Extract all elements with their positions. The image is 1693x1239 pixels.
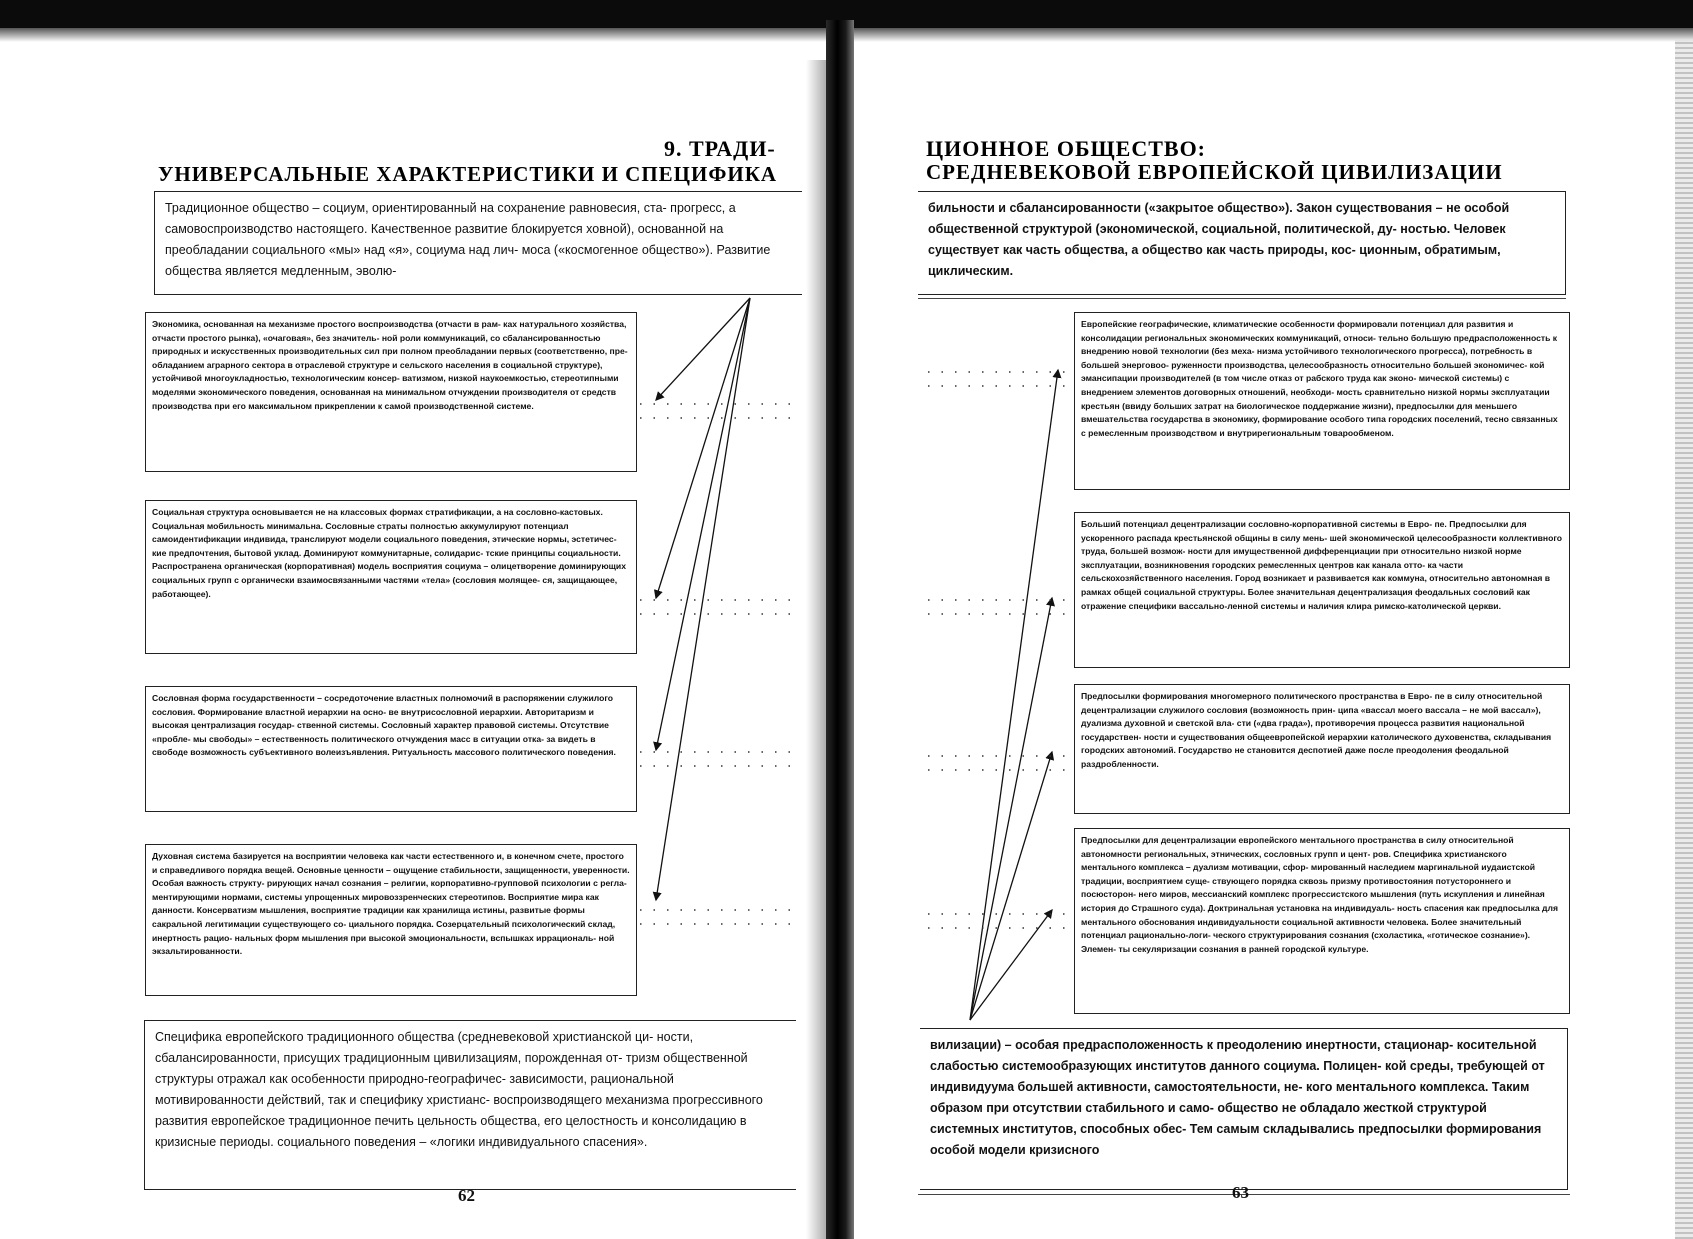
right-title-line1: ЦИОННОЕ ОБЩЕСТВО: <box>926 136 1207 161</box>
arrow-to-state <box>656 298 750 750</box>
right-box-mental-text: Предпосылки для децентрализации европейского ментального пространства в силу относительной автономности региональных, этнических, сословных групп и цент- ров. Специфика христианского ментального комплекса – дуализм мотивации, сфор- мированный наследием маргинальной иудаистской традиции, восприятием суще- ствующего порядка сквозь призму противостояния потустороннего и посюсторон- него миров, мессианский комплекс прогрессистского мышления (путь искупления и линейная история до Страшного суда). Доктринальная установка на индивидуаль- ность спасения как предпосылка для ментального обоснования индивидуальности социальной активности человека. Более значительный потенциал рационально-логи- ческого структурирования сознания (схоластика, «готическое сознание»). Элемен- ты секуляризации сознания в ранней городской культуре. <box>1081 835 1558 954</box>
left-conclusion-text: Специфика европейского традиционного общества (средневековой христианской ци- ности, сбалансированности, присущих традиционным цивилизациям, порожденная от- тризм общественной структуры отражал как особенности природно-географичес- зависимости, рациональной мотивированности действий, так и специфику христианс- воспроизводящего механизма прогрессивного развития европейское традиционное печить цельность общества, его целостность и консолидацию в кризисные периоды. социального поведения – «логики индивидуального спасения». <box>155 1030 763 1149</box>
right-conclusion-text: вилизации) – особая предрасположенность к преодолению инертности, стационар- косительной слабостью системообразующих институтов данного социума. Полицен- кой среды, требующей от индивидуума большей активности, самостоятельности, не- кого ментального комплекса. Таким образом при отсутствии стабильного и само- общество не обладало жесткой структурой системных институтов, способных обес- Тем самым складывались предпосылки формирования особой модели кризисного <box>930 1038 1545 1157</box>
arrow-to-social <box>656 298 750 598</box>
left-intro-text: Традиционное общество – социум, ориентированный на сохранение равновесия, ста- прогресс, а самовоспроизводство настоящего. Качественное развитие блокируется ховной), основанной на преобладании социального «мы» над «я», социума над лич- моса («космогенное общество»). Развитие общества является медленным, эволю- <box>165 201 771 278</box>
right-box-decentralization-text: Больший потенциал децентрализации сословно-корпоративной системы в Евро- пе. Предпосылки для ускоренного распада крестьянской общины в силу мень- шей экономической целесообразности коллективного труда, большей возмож- ности для имущественной дифференциации при относительно низкой норме эксплуатации, возникновения городских ремесленных центров как канала отто- ка части сельскохозяйственного населения. Город возникает и развивается как коммуна, относительно автономная в рамках общей социальной структуры. Более значительная децентрализация феодальных сословий как отражение специфики вассально-ленной системы и наличия клира римско-католической церкви. <box>1081 519 1563 611</box>
left-box-spiritual-text: Духовная система базируется на восприятии человека как части естественного и, в конечном счете, простого и справедливого порядка вещей. Основные ценности – ощущение стабильности, защищенности, уверенности. Особая важность структу- рирующих начал сознания – религии, корпоративно-групповой психологии с регла- ментирующими нормами, системы упрощенных мировоззренческих стереотипов. Восприятие мира как данности. Консерватизм мышления, восприятие традиции как хранилища истины, развитые формы сакральной легитимации существующего со- циального порядка. Созерцательный психологический склад, инертность рацио- нальных форм мышления при высокой эмоциональности, вспышках иррациональ- ной экзальтированности. <box>152 851 630 957</box>
arrow-to-decentralization <box>970 598 1052 1020</box>
page-number-right: 63 <box>1232 1183 1249 1202</box>
arrow-to-geography <box>970 370 1058 1020</box>
left-title-line1: 9. ТРАДИ- <box>664 136 776 161</box>
arrow-to-political <box>970 752 1052 1020</box>
right-box-geography-text: Европейские географические, климатические особенности формировали потенциал для развития и консолидации региональных экономических коммуникаций, относи- тельно большую предрасположенность к внедрению новой технологии (без меха- низма устойчивого технологического прогресса), потребность в большей энерговоо- руженности производства, целесообразность относительно большей экономичес- кой эмансипации производителей (в том числе отказ от рабского труда как эконо- мической системы) с внедрением элементов договорных отношений, необходи- мость сравнительно низкой нормы эксплуатации крестьян (ввиду больших затрат на биологическое поддержание жизни), предпосылки для меньшего вмешательства государства в экономику, формирование особого типа городских поселений, тесно связанных с ремесленным производством и внутрирегиональным товарообменом. <box>1081 319 1558 438</box>
right-box-political-text: Предпосылки формирования многомерного политического пространства в Евро- пе в силу относительной децентрализации служилого сословия (возможность прин- ципа «вассал моего вассала – не мой вассал»), дуализма духовной и светской вла- сти («два града»), противоречия процесса развития национальной государствен- ности и существования общеевропейской иерархии католического духовенства, складывания городских автономий. Государство не становится деспотией даже после преодоления феодальной раздробленности. <box>1081 691 1552 769</box>
left-box-state-text: Сословная форма государственности – сосредоточение властных полномочий в распоряжении служилого сословия. Формирование властной иерархии на осно- ве внутрисословной иерархии. Авторитаризм и высокая централизация государ- ственной системы. Сословный характер правовой системы. Отсутствие «пробле- мы свободы» – естественность политического отчуждения масс в ситуации отка- за видеть в свободе возможность субъективного волеизъявления. Ритуальность массового политического поведения. <box>152 693 616 758</box>
dotted-leaders <box>640 372 1070 928</box>
right-intro-text: бильности и сбалансированности («закрытое общество»). Закон существования – не особой общественной структурой (экономической, социальной, политической, ду- ностью. Человек существует как часть общества, а общество как часть природы, кос- ционным, обратимым, циклическим. <box>928 201 1510 278</box>
left-title-line2: УНИВЕРСАЛЬНЫЕ ХАРАКТЕРИСТИКИ И СПЕЦИФИКА <box>158 162 778 186</box>
arrow-to-spiritual <box>656 298 750 900</box>
left-box-economy-text: Экономика, основанная на механизме простого воспроизводства (отчасти в рам- ках натурального хозяйства, отчасти простого рынка), «очаговая», без значитель- ной роли коммуникаций, со сбалансированностью природных и искусственных производительных сил при полном преобладании первых (соответственно, пре- обладанием аграрного сектора в отраслевой структуре и сельского населения в социальной структуре), устойчивой многоукладностью, технологическим консер- ватизмом, низкой наукоемкостью, стереотипными моделями экономического поведения, основанная на минимальном отчуждении производителя от средств производства при его максимальном прикреплении к самой производственной системе. <box>152 319 628 411</box>
left-box-social-text: Социальная структура основывается не на классовых формах стратификации, а на сословно-кастовых. Социальная мобильность минимальна. Сословные страты полностью аккумулируют потенциал самоидентификации индивида, транслируют модели социального поведения, этические нормы, эстетичес- кие предпочтения, бытовой уклад. Доминируют коммунитарные, солидарис- тские принципы социальности. Распространена органическая (корпоративная) модель восприятия социума – олицетворение доминирующих социальных групп с органически взаимосвязанными частями «тела» (сословия молящее- ся, защищающее, работающее). <box>152 507 626 599</box>
right-title-line2: СРЕДНЕВЕКОВОЙ ЕВРОПЕЙСКОЙ ЦИВИЛИЗАЦИИ <box>926 160 1503 184</box>
page-number-left: 62 <box>458 1186 475 1205</box>
